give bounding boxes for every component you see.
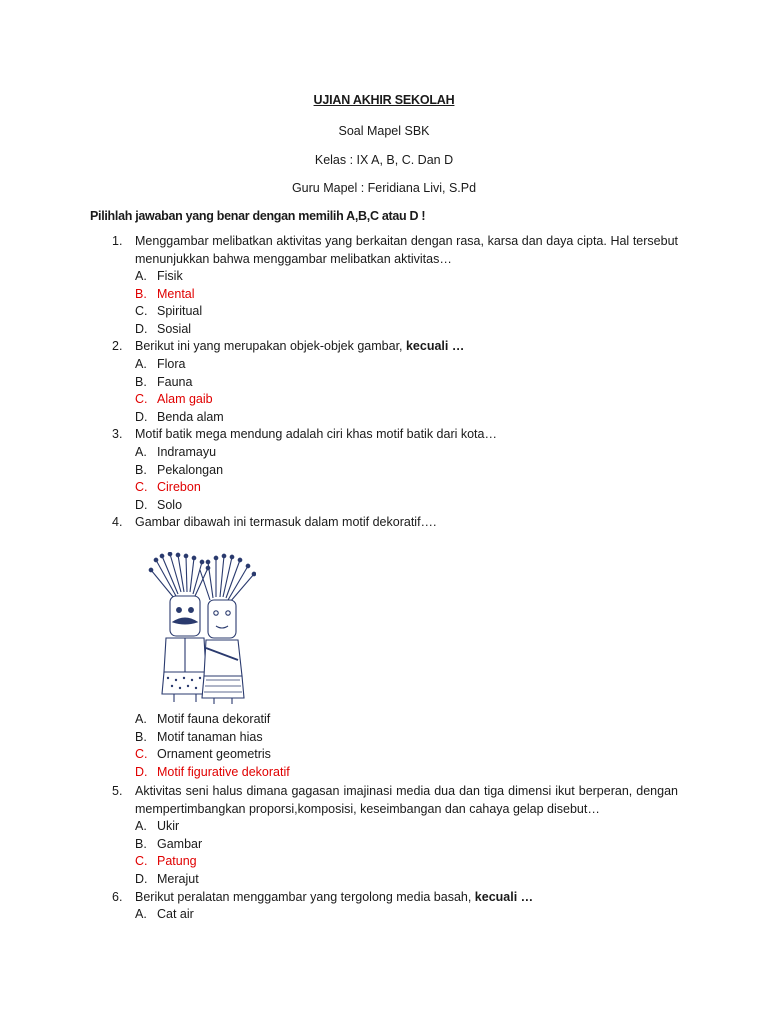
option-letter: B. [135, 286, 147, 301]
question-2 [112, 338, 678, 356]
option-text: Benda alam [157, 409, 224, 424]
question-number: 2. [112, 339, 123, 353]
question-text-main: Berikut ini yang merupakan objek-objek gambar, [135, 339, 406, 353]
question-number: 3. [112, 427, 123, 441]
option-d [135, 871, 202, 889]
question-text: Menggambar melibatkan aktivitas yang berkaitan dengan rasa, karsa dan daya cipta. Hal tersebut menunjukkan bahwa menggambar melibatkan aktivitas… [135, 234, 678, 266]
option-text: Cat air [157, 907, 194, 921]
option-d [135, 321, 202, 339]
option-d [135, 409, 224, 427]
option-letter: D. [135, 871, 148, 886]
option-letter: C. [135, 854, 148, 869]
option-a [135, 268, 202, 286]
option-letter: B. [135, 836, 147, 851]
option-text: Gambar [157, 836, 203, 851]
option-d-correct [135, 764, 290, 782]
option-letter: A. [135, 907, 147, 921]
option-letter: A. [135, 712, 147, 726]
option-text: Motif tanaman hias [157, 729, 263, 744]
question-text-main: Berikut peralatan menggambar yang tergolong media basah, [135, 890, 475, 904]
option-text: Mental [157, 286, 195, 301]
question-1 [112, 233, 678, 268]
instruction: Pilihlah jawaban yang benar dengan memilih A,B,C atau D ! [90, 209, 426, 223]
question-text [135, 889, 678, 907]
option-c-correct [135, 853, 202, 871]
option-letter: D. [135, 764, 148, 779]
option-letter: C. [135, 747, 148, 762]
question-text: Gambar dibawah ini termasuk dalam motif dekoratif…. [135, 515, 437, 529]
question-text: Aktivitas seni halus dimana gagasan imajinasi media dua dan tiga dimensi ikut berperan, dengan mempertimbangkan proporsi,komposisi, keseimbangan dan cahaya gelap disebut… [135, 784, 678, 816]
option-letter: D. [135, 321, 148, 336]
option-text: Alam gaib [157, 392, 213, 407]
option-b-correct [135, 286, 202, 304]
question-4 [112, 514, 678, 532]
option-letter: B. [135, 462, 147, 477]
options-5 [135, 818, 202, 888]
question-3 [112, 426, 678, 444]
option-text: Pekalongan [157, 462, 224, 477]
option-text: Fisik [157, 269, 183, 283]
question-number: 6. [112, 890, 123, 904]
option-text: Ornament geometris [157, 747, 271, 762]
option-letter: D. [135, 497, 148, 512]
option-letter: D. [135, 409, 148, 424]
option-d [135, 497, 223, 515]
option-letter: A. [135, 269, 147, 283]
subject-line: Soal Mapel SBK [338, 124, 430, 138]
option-c [135, 303, 202, 321]
option-a [135, 818, 202, 836]
option-c-correct [135, 391, 224, 409]
option-b [135, 836, 202, 854]
option-text: Flora [157, 357, 186, 371]
question-6 [112, 889, 678, 907]
options-4 [135, 711, 290, 781]
option-letter: C. [135, 480, 148, 495]
option-text: Spiritual [157, 304, 203, 319]
option-text: Ukir [157, 819, 180, 833]
option-text: Sosial [157, 321, 192, 336]
option-letter: A. [135, 819, 147, 833]
question-number: 4. [112, 515, 123, 529]
option-letter: C. [135, 304, 148, 319]
options-2 [135, 356, 224, 426]
question-text: Motif batik mega mendung adalah ciri khas motif batik dari kota… [135, 427, 497, 441]
option-c [135, 746, 290, 764]
option-a [135, 711, 290, 729]
option-letter: B. [135, 729, 147, 744]
question-number: 1. [112, 234, 123, 248]
option-letter: B. [135, 374, 147, 389]
option-b [135, 374, 224, 392]
option-text: Indramayu [157, 445, 217, 459]
question-text [135, 338, 678, 356]
option-text: Patung [157, 854, 197, 869]
question-number: 5. [112, 784, 123, 798]
option-letter: A. [135, 357, 147, 371]
option-b [135, 462, 223, 480]
option-letter: A. [135, 445, 147, 459]
option-text: Solo [157, 497, 183, 512]
option-b [135, 729, 290, 747]
exam-title: UJIAN AKHIR SEKOLAH [313, 93, 455, 107]
ondel-ondel-illustration-icon [148, 552, 256, 708]
option-letter: C. [135, 392, 148, 407]
option-c-correct [135, 479, 223, 497]
options-6 [135, 906, 194, 924]
options-1 [135, 268, 202, 338]
teacher-line: Guru Mapel : Feridiana Livi, S.Pd [291, 181, 477, 195]
option-text: Motif fauna dekoratif [157, 712, 271, 726]
option-a [135, 444, 223, 462]
option-a [135, 356, 224, 374]
option-text: Merajut [157, 871, 199, 886]
option-text: Cirebon [157, 480, 201, 495]
option-a [135, 906, 194, 924]
question-5 [112, 783, 678, 818]
option-text: Fauna [157, 374, 193, 389]
question-emphasis: kecuali … [405, 339, 465, 353]
question-emphasis: kecuali … [474, 890, 534, 904]
option-text: Motif figurative dekoratif [157, 764, 290, 779]
class-line: Kelas : IX A, B, C. Dan D [314, 153, 454, 167]
options-3 [135, 444, 223, 514]
